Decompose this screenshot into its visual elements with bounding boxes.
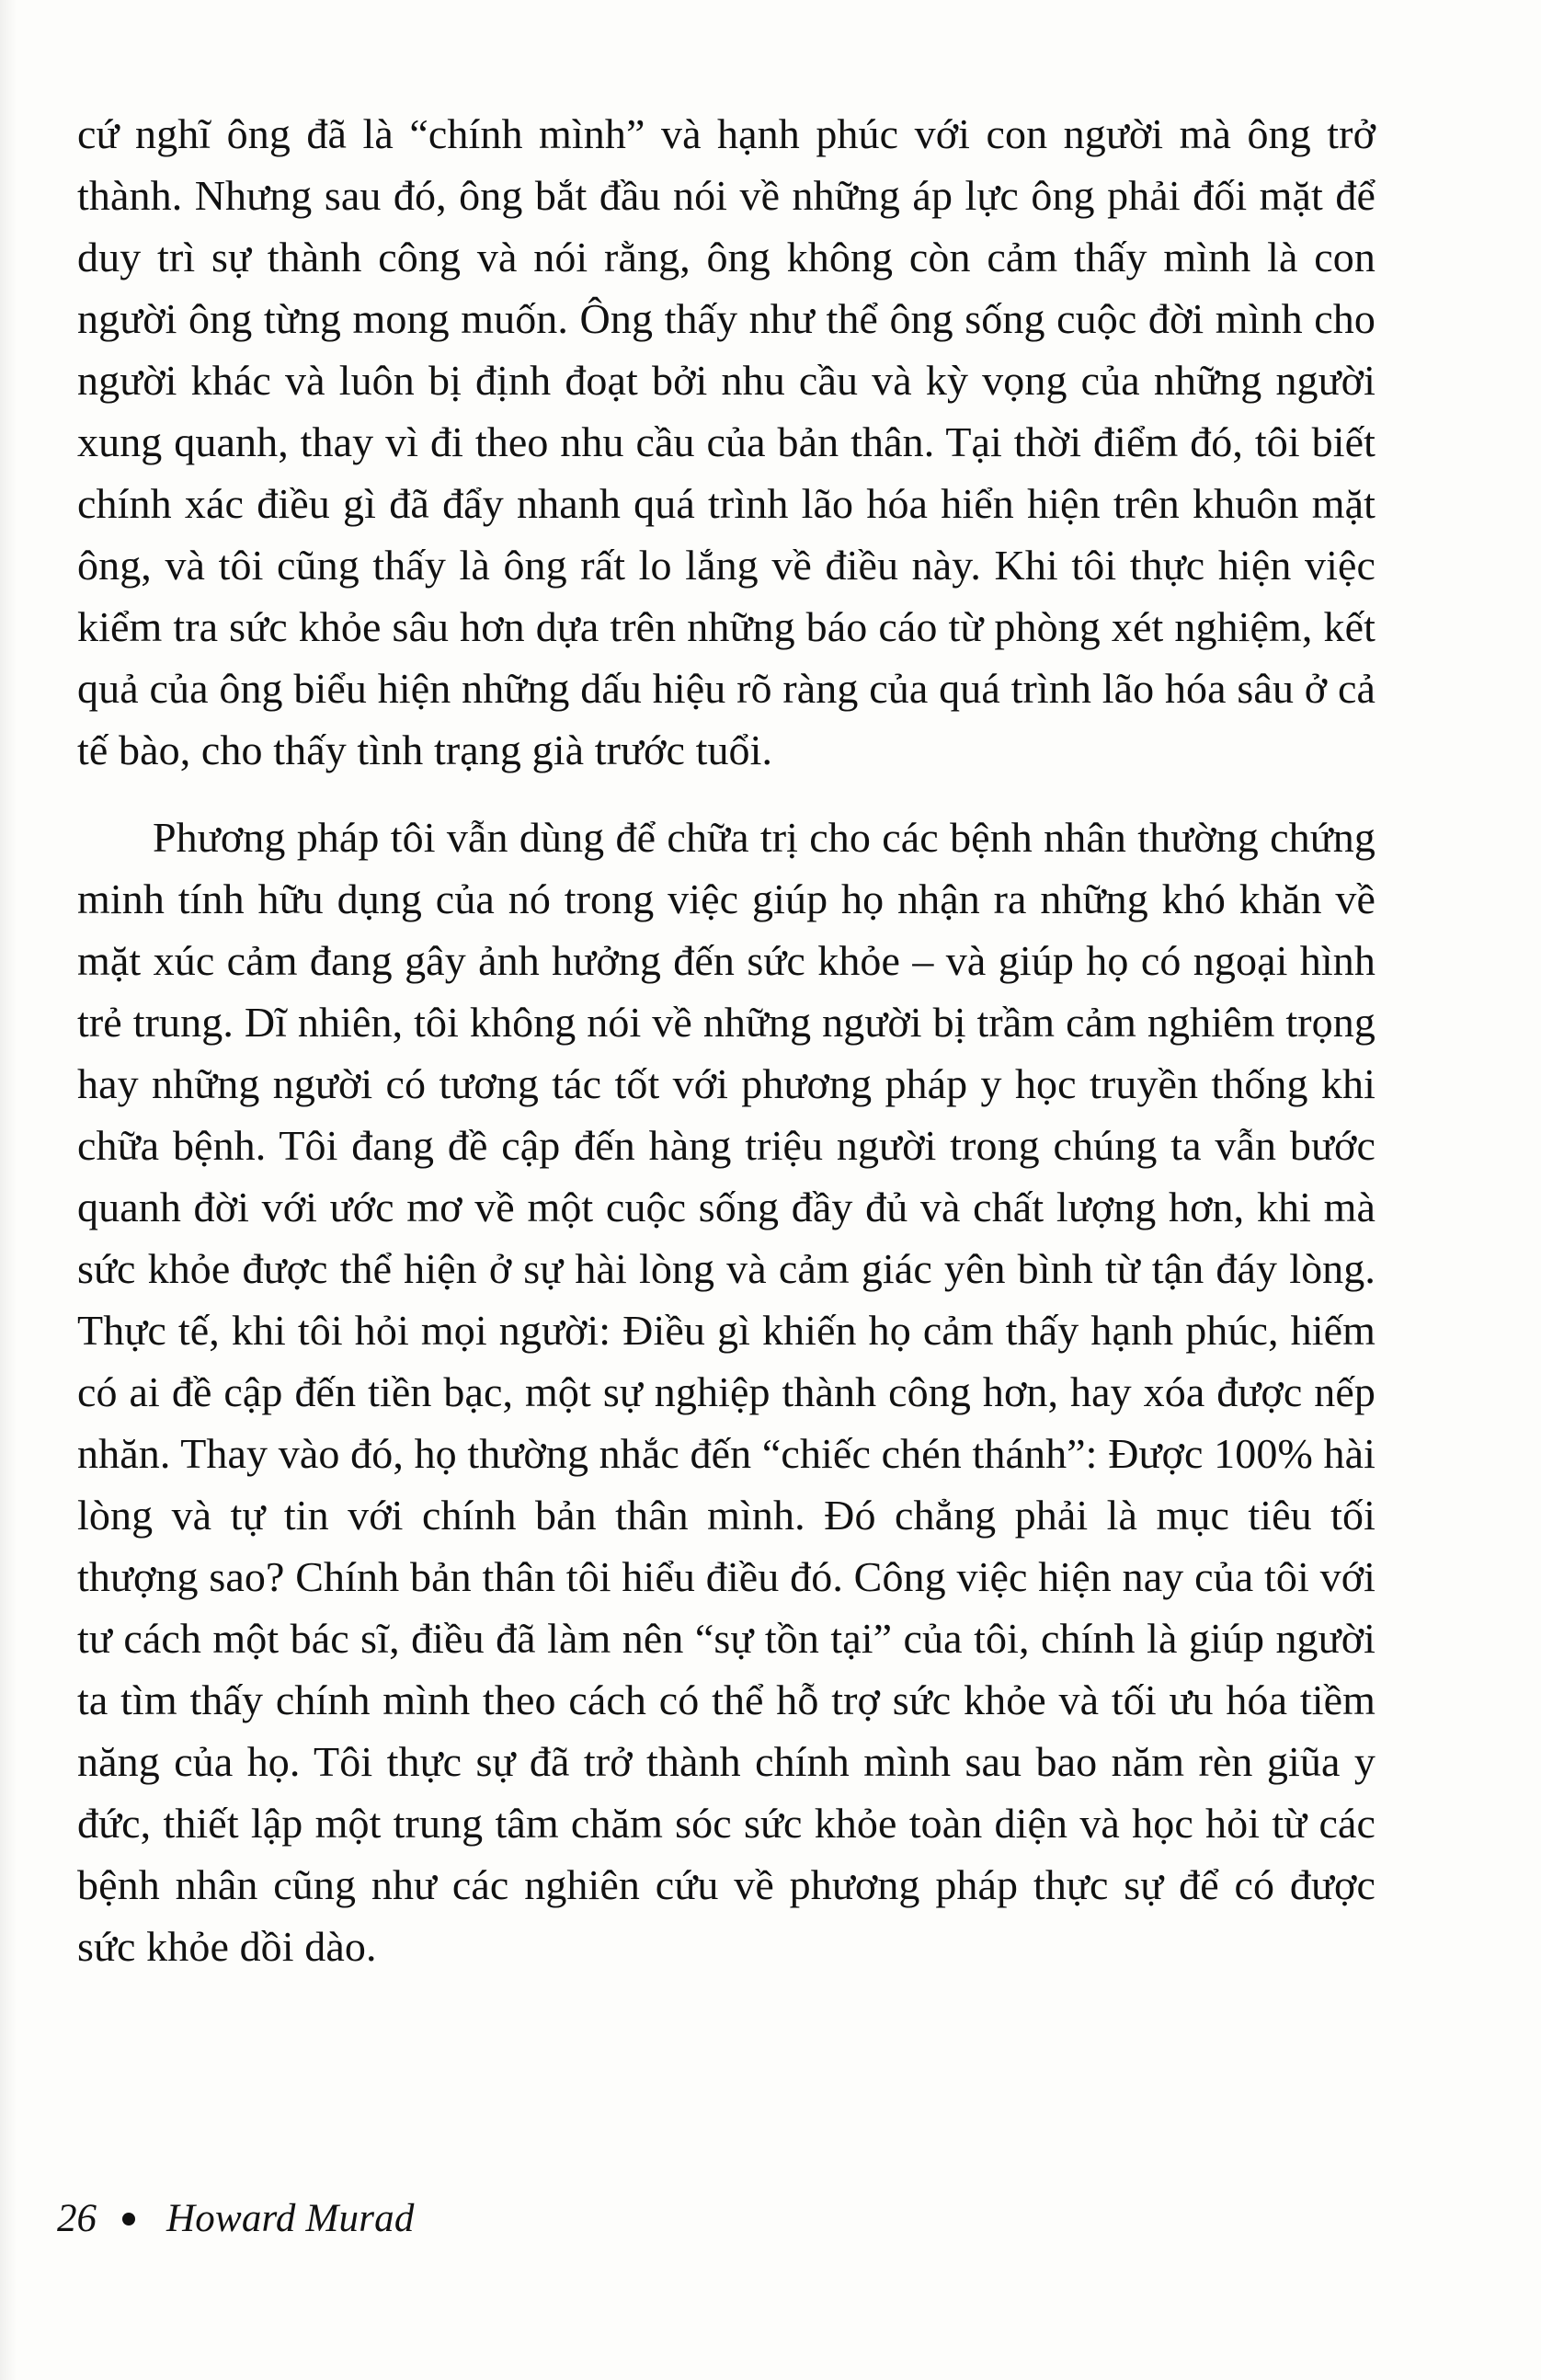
page-footer (57, 2196, 415, 2241)
paragraph-continuation: cứ nghĩ ông đã là “chính mình” và hạnh phúc với con người mà ông trở thành. Nhưng sau đó, ông bắt đầu nói về những áp lực ông phải đối mặt để duy trì sự thành công và nói rằng, ông không còn cảm thấy mình là con người ông từng mong muốn. Ông thấy như thể ông sống cuộc đời mình cho người khác và luôn bị định đoạt bởi nhu cầu và kỳ vọng của những người xung quanh, thay vì đi theo nhu cầu của bản thân. Tại thời điểm đó, tôi biết chính xác điều gì đã đẩy nhanh quá trình lão hóa hiển hiện trên khuôn mặt ông, và tôi cũng thấy là ông rất lo lắng về điều này. Khi tôi thực hiện việc kiểm tra sức khỏe sâu hơn dựa trên những báo cáo từ phòng xét nghiệm, kết quả của ông biểu hiện những dấu hiệu rõ ràng của quá trình lão hóa sâu ở cả tế bào, cho thấy tình trạng già trước tuổi. (77, 110, 1375, 773)
author-name: Howard Murad (166, 2197, 415, 2240)
body-text (77, 103, 1375, 1977)
bullet-separator-icon (122, 2213, 135, 2226)
page-number: 26 (57, 2197, 97, 2240)
paragraph-method: Phương pháp tôi vẫn dùng để chữa trị cho các bệnh nhân thường chứng minh tính hữu dụng của nó trong việc giúp họ nhận ra những khó khăn về mặt xúc cảm đang gây ảnh hưởng đến sức khỏe – và giúp họ có ngoại hình trẻ trung. Dĩ nhiên, tôi không nói về những người bị trầm cảm nghiêm trọng hay những người có tương tác tốt với phương pháp y học truyền thống khi chữa bệnh. Tôi đang đề cập đến hàng triệu người trong chúng ta vẫn bước quanh đời với ước mơ về một cuộc sống đầy đủ và chất lượng hơn, khi mà sức khỏe được thể hiện ở sự hài lòng và cảm giác yên bình từ tận đáy lòng. Thực tế, khi tôi hỏi mọi người: Điều gì khiến họ cảm thấy hạnh phúc, hiếm có ai đề cập đến tiền bạc, một sự nghiệp thành công hơn, hay xóa được nếp nhăn. Thay vào đó, họ thường nhắc đến “chiếc chén thánh”: Được 100% hài lòng và tự tin với chính bản thân mình. Đó chẳng phải là mục tiêu tối thượng sao? Chính bản thân tôi hiểu điều đó. Công việc hiện nay của tôi với tư cách một bác sĩ, điều đã làm nên “sự tồn tại” của tôi, chính là giúp người ta tìm thấy chính mình theo cách có thể hỗ trợ sức khỏe và tối ưu hóa tiềm năng của họ. Tôi thực sự đã trở thành chính mình sau bao năm rèn giũa y đức, thiết lập một trung tâm chăm sóc sức khỏe toàn diện và học hỏi từ các bệnh nhân cũng như các nghiên cứu về phương pháp thực sự để có được sức khỏe dồi dào. (77, 814, 1375, 1970)
binding-shadow (0, 0, 17, 2380)
